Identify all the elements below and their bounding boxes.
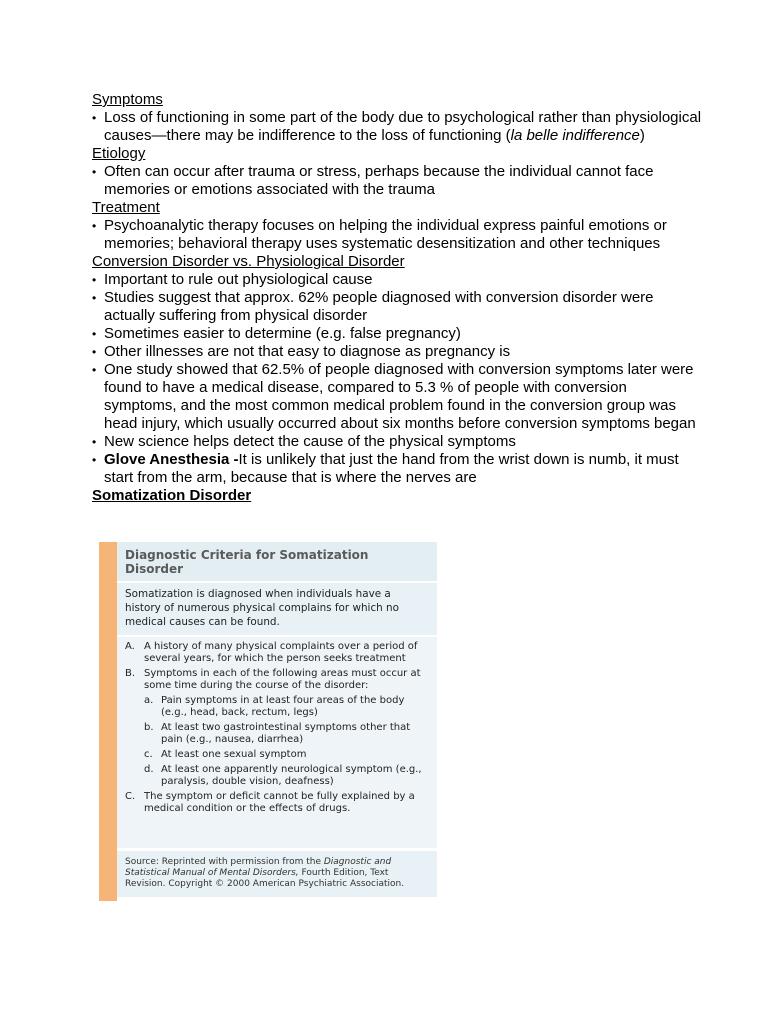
list-item: • Important to rule out physiological cause <box>92 271 702 289</box>
list-item: • New science helps detect the cause of the physical symptoms <box>92 433 702 451</box>
criterion-b-d: d. At least one apparently neurological symptom (e.g., paralysis, double vision, deafness) <box>144 764 422 787</box>
symptoms-heading: Symptoms <box>92 91 163 108</box>
diagnostic-criteria-box <box>99 542 437 901</box>
conversion-heading: Conversion Disorder vs. Physiological Disorder <box>92 253 405 270</box>
list-item: • Loss of functioning in some part of the body due to psychological rather than physiological causes—there may be indifference to the loss of functioning (la belle indifference) <box>92 109 702 145</box>
criteria-list <box>117 637 437 848</box>
list-item: • Psychoanalytic therapy focuses on helping the individual express painful emotions or memories; behavioral therapy uses systematic desensitization and other techniques <box>92 217 702 253</box>
list-item: • Sometimes easier to determine (e.g. false pregnancy) <box>92 325 702 343</box>
criterion-b-c: c. At least one sexual symptom <box>144 749 307 760</box>
criterion-b-b: b. At least two gastrointestinal symptoms other that pain (e.g., nausea, diarrhea) <box>144 722 411 745</box>
criterion-a: A. A history of many physical complaints over a period of several years, for which the person seeks treatment <box>125 641 418 664</box>
somatization-heading: Somatization Disorder <box>92 487 252 504</box>
treatment-list <box>92 217 702 253</box>
criteria-source: Source: Reprinted with permission from the Diagnostic and Statistical Manual of Mental Disorders, Fourth Edition, Text Revision. Copyright © 2000 American Psychiatric Association. <box>117 851 437 897</box>
criteria-title: Diagnostic Criteria for Somatization Disorder <box>117 542 437 581</box>
criterion-c: C. The symptom or deficit cannot be fully explained by a medical condition or the effects of drugs. <box>125 791 415 814</box>
list-item: • Other illnesses are not that easy to diagnose as pregnancy is <box>92 343 702 361</box>
list-item: • Glove Anesthesia -It is unlikely that just the hand from the wrist down is numb, it must start from the arm, because that is where the nerves are <box>92 451 702 487</box>
criterion-b: B. Symptoms in each of the following areas must occur at some time during the course of the disorder: <box>125 668 421 691</box>
accent-stripe <box>99 542 117 901</box>
italic-term: la belle indifference <box>510 127 640 144</box>
etiology-heading: Etiology <box>92 145 146 162</box>
list-item: • Studies suggest that approx. 62% people diagnosed with conversion disorder were actually suffering from physical disorder <box>92 289 702 325</box>
glove-anesthesia-term: Glove Anesthesia - <box>104 451 239 468</box>
conversion-list <box>92 271 702 487</box>
document-body <box>92 91 702 505</box>
criteria-panel <box>117 542 437 897</box>
criterion-b-a: a. Pain symptoms in at least four areas of the body (e.g., head, back, rectum, legs) <box>144 695 405 718</box>
criteria-intro: Somatization is diagnosed when individuals have a history of numerous physical complains for which no medical causes can be found. <box>117 583 437 635</box>
treatment-heading: Treatment <box>92 199 160 216</box>
symptoms-list <box>92 109 702 145</box>
list-item: • Often can occur after trauma or stress, perhaps because the individual cannot face memories or emotions associated with the trauma <box>92 163 702 199</box>
list-item: • One study showed that 62.5% of people diagnosed with conversion symptoms later were found to have a medical disease, compared to 5.3 % of people with conversion symptoms, and the most common medical problem found in the conversion group was head injury, which usually occurred about six months before conversion symptoms began <box>92 361 702 433</box>
source-title: Diagnostic and Statistical Manual of Mental Disorders, <box>125 857 392 878</box>
etiology-list <box>92 163 702 199</box>
